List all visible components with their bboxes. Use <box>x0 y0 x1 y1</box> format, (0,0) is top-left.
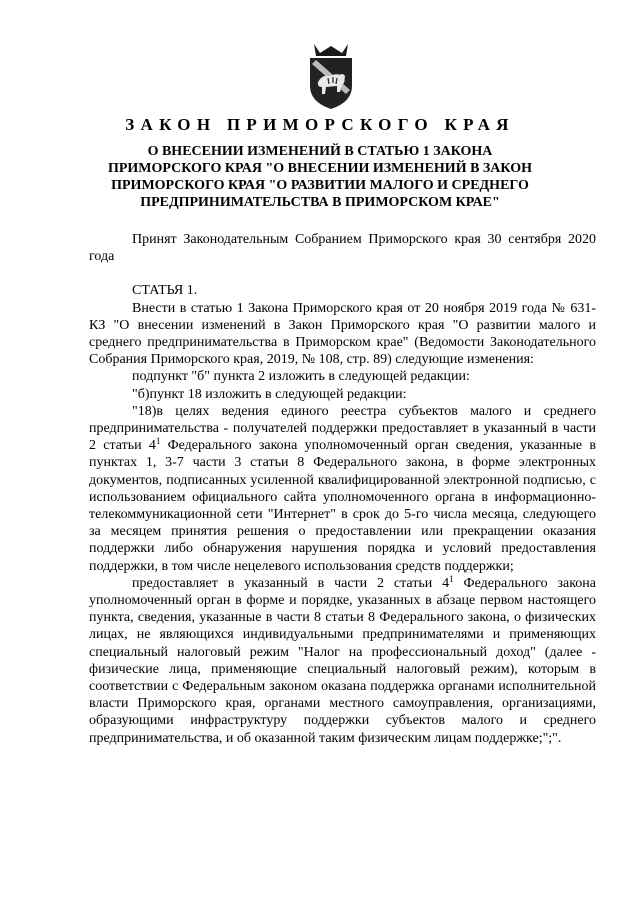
paragraph-text: предоставляет в указанный в части 2 статьи 4 <box>132 575 450 591</box>
article-heading: СТАТЬЯ 1. <box>132 283 198 299</box>
law-body <box>89 231 596 747</box>
paragraph-text: Федерального закона уполномоченный орган в форме и порядке, указанных в абзаце первом настоящего пункта, сведения, указанные в части 8 статьи 8 Федерального закона, о физических лицах, не являющихся индивидуальными предпринимателями и применяющих специальный налоговый режим "Налог на профессиональный доход" (далее - физические лица, применяющие специальный налоговый режим), которым в соответствии с Федеральным законом оказана поддержка органами исполнительной власти Приморского края, органами местного самоуправления, организациями, образующими инфраструктуру поддержки субъектов малого и среднего предпринимательства, и об оказанной таким физическим лицам поддержке;";". <box>89 575 597 746</box>
paragraph-text: Федерального закона уполномоченный орган сведения, указанные в пунктах 1, 3-7 части 3 статьи 8 Федерального закона, в форме электронных документов, подписанных усиленной квалифицированной электронной подписью, с использованием официального сайта уполномоченного органа в информационно-телекоммуникационной сети "Интернет" в срок до 5-го числа месяца, следующего за месяцем принятия решения о предоставлении или прекращении оказания поддержки либо обнаружения нарушения порядка и условий предоставления поддержки, в том числе нецелевого использования средств поддержки; <box>89 438 596 574</box>
coat-of-arms-icon <box>300 42 362 110</box>
article-line-1: подпункт "б" пункта 2 изложить в следующей редакции: <box>132 369 470 385</box>
superscript: 1 <box>449 573 454 584</box>
law-subtitle: О ВНЕСЕНИИ ИЗМЕНЕНИЙ В СТАТЬЮ 1 ЗАКОНА ПРИМОРСКОГО КРАЯ "О ВНЕСЕНИИ ИЗМЕНЕНИЙ В ЗАКОН ПРИМОРСКОГО КРАЯ "О РАЗВИТИИ МАЛОГО И СРЕДНЕГО ПРЕДПРИНИМАТЕЛЬСТВА В ПРИМОРСКОМ КРАЕ" <box>107 144 533 210</box>
article-paragraph-18 <box>89 403 596 575</box>
article-line-2: "б)пункт 18 изложить в следующей редакции: <box>132 386 407 402</box>
superscript: 1 <box>155 436 161 447</box>
article-intro: Внести в статью 1 Закона Приморского края от 20 ноября 2019 года № 631-КЗ "О внесении изменений в Закон Приморского края "О развитии малого и среднего предпринимательства в Приморском крае" (Ведомости Законодательного Собрания Приморского края, 2019, № 108, стр. 89) следующие изменения: <box>89 300 596 368</box>
adoption-line: Принят Законодательным Собранием Приморского края 30 сентября 2020 года <box>89 232 596 265</box>
paragraph-text: "18)в целях ведения единого реестра субъектов малого и среднего предпринимательства - получателей поддержки предоставляет в указанный в части 2 статьи 4 <box>89 403 596 454</box>
law-title: ЗАКОН ПРИМОРСКОГО КРАЯ <box>125 115 515 134</box>
article-paragraph-provides <box>89 575 596 747</box>
